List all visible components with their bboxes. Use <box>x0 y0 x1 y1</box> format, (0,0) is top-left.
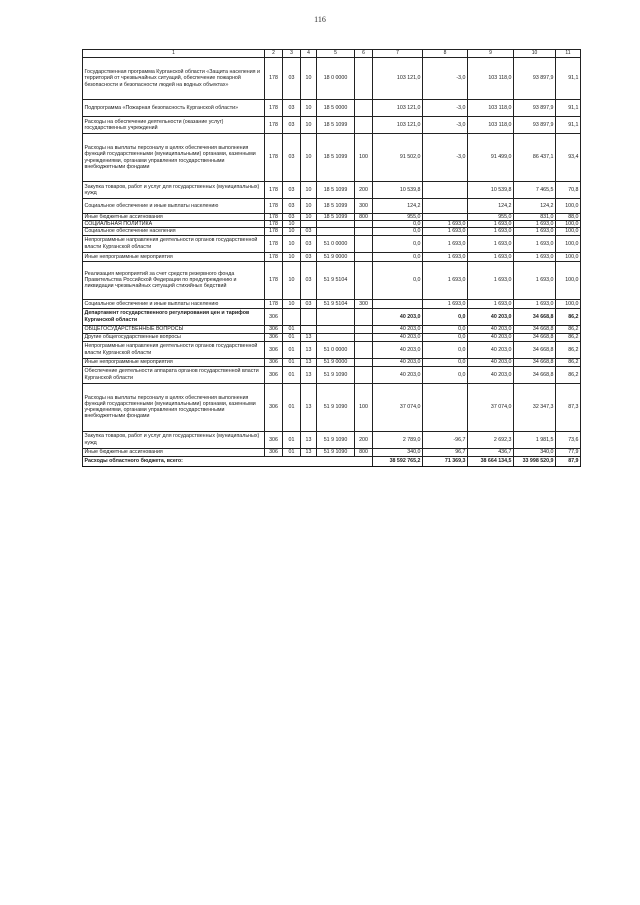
row-value-cell: 10 <box>301 199 317 214</box>
row-value-cell: 100,0 <box>556 228 581 235</box>
row-value-cell: 0,0 <box>423 341 468 358</box>
row-value-cell: -3,0 <box>423 117 468 134</box>
row-value-cell: 100,0 <box>556 221 581 228</box>
row-value-cell: 51 9 1090 <box>317 448 355 456</box>
row-value-cell: 51 0 0000 <box>317 235 355 252</box>
table-row <box>83 261 581 299</box>
row-value-cell: 100,0 <box>556 299 581 308</box>
row-value-cell: 340,0 <box>373 448 423 456</box>
row-value-cell: 03 <box>301 261 317 299</box>
row-value-cell: -96,7 <box>423 431 468 448</box>
row-value-cell: 18 5 1099 <box>317 182 355 199</box>
table-row <box>83 134 581 182</box>
table-row <box>83 221 581 228</box>
row-value-cell: 0,0 <box>373 261 423 299</box>
row-value-cell: 01 <box>283 366 301 383</box>
row-value-cell: 178 <box>265 100 283 117</box>
row-value-cell: 10 <box>301 100 317 117</box>
row-value-cell: 1 981,5 <box>514 431 556 448</box>
row-value-cell: 1 693,0 <box>468 228 514 235</box>
row-value-cell: 100,0 <box>556 199 581 214</box>
row-value-cell: 51 9 1090 <box>317 431 355 448</box>
total-value-cell: 71 369,3 <box>423 456 468 466</box>
row-value-cell: 40 203,0 <box>468 358 514 366</box>
row-value-cell: 93 897,9 <box>514 58 556 100</box>
row-value-cell: 178 <box>265 252 283 261</box>
row-name-cell: Закупка товаров, работ и услуг для государственных (муниципальных) нужд <box>83 182 265 199</box>
row-value-cell: 0,0 <box>423 358 468 366</box>
row-value-cell: 0,0 <box>423 333 468 341</box>
row-value-cell: 1 693,0 <box>514 221 556 228</box>
row-value-cell: 955,0 <box>373 214 423 221</box>
row-name-cell: Иные бюджетные ассигнования <box>83 214 265 221</box>
row-value-cell: 178 <box>265 299 283 308</box>
row-name-cell: Реализация мероприятий за счет средств резервного фонда Правительства Российской Федерации по предупреждению и ликвидации чрезвычайных ситуаций стихийных бедствий <box>83 261 265 299</box>
row-value-cell: 340,0 <box>514 448 556 456</box>
row-value-cell: 103 121,0 <box>373 100 423 117</box>
row-value-cell: 306 <box>265 308 283 325</box>
row-value-cell <box>355 228 373 235</box>
table-row <box>83 228 581 235</box>
row-value-cell <box>423 383 468 431</box>
row-value-cell: 51 9 0000 <box>317 358 355 366</box>
row-value-cell: 178 <box>265 261 283 299</box>
row-value-cell: 2 789,0 <box>373 431 423 448</box>
row-value-cell <box>317 308 355 325</box>
row-value-cell: 13 <box>301 341 317 358</box>
row-value-cell: 1 693,0 <box>423 261 468 299</box>
row-value-cell: 91,1 <box>556 117 581 134</box>
row-name-cell: Иные бюджетные ассигнования <box>83 448 265 456</box>
row-value-cell: 40 203,0 <box>468 333 514 341</box>
table-row <box>83 252 581 261</box>
row-value-cell: 13 <box>301 358 317 366</box>
row-value-cell: 13 <box>301 366 317 383</box>
row-value-cell: 103 121,0 <box>373 117 423 134</box>
row-name-cell: Подпрограмма «Пожарная безопасность Курганской области» <box>83 100 265 117</box>
row-value-cell <box>355 100 373 117</box>
row-value-cell: 306 <box>265 325 283 333</box>
row-name-cell: Иные непрограммные мероприятия <box>83 252 265 261</box>
row-value-cell: 91,1 <box>556 100 581 117</box>
row-value-cell: 34 668,8 <box>514 333 556 341</box>
row-value-cell: 10 539,8 <box>468 182 514 199</box>
row-value-cell: 100 <box>355 383 373 431</box>
row-value-cell: 13 <box>301 383 317 431</box>
row-value-cell: 03 <box>301 235 317 252</box>
row-value-cell: 34 668,8 <box>514 341 556 358</box>
row-value-cell: 87,3 <box>556 383 581 431</box>
row-name-cell: Социальное обеспечение и иные выплаты населению <box>83 199 265 214</box>
column-header: 8 <box>423 50 468 58</box>
row-value-cell: 103 118,0 <box>468 117 514 134</box>
row-value-cell: 86,2 <box>556 308 581 325</box>
row-value-cell: 178 <box>265 199 283 214</box>
row-value-cell <box>423 214 468 221</box>
row-value-cell: -3,0 <box>423 58 468 100</box>
row-value-cell: 03 <box>283 199 301 214</box>
row-value-cell: 10 <box>301 134 317 182</box>
row-value-cell: 306 <box>265 341 283 358</box>
row-value-cell: 86,2 <box>556 341 581 358</box>
row-value-cell: 18 5 1099 <box>317 199 355 214</box>
row-value-cell: 10 <box>283 261 301 299</box>
row-value-cell: 1 693,0 <box>423 228 468 235</box>
row-value-cell: 306 <box>265 383 283 431</box>
row-name-cell: Социальное обеспечение населения <box>83 228 265 235</box>
row-value-cell <box>355 358 373 366</box>
row-value-cell: 1 693,0 <box>468 252 514 261</box>
row-value-cell <box>355 252 373 261</box>
row-value-cell: 100,0 <box>556 252 581 261</box>
table-row <box>83 341 581 358</box>
row-value-cell: 1 693,0 <box>423 299 468 308</box>
row-value-cell: 86 437,1 <box>514 134 556 182</box>
row-value-cell <box>355 333 373 341</box>
row-value-cell: 03 <box>283 117 301 134</box>
row-value-cell: 03 <box>283 100 301 117</box>
row-value-cell <box>301 308 317 325</box>
row-value-cell: 10 <box>283 299 301 308</box>
total-value-cell: 33 998 520,9 <box>514 456 556 466</box>
table-row <box>83 358 581 366</box>
row-value-cell: 88,0 <box>556 214 581 221</box>
row-value-cell: 0,0 <box>423 308 468 325</box>
row-value-cell: 178 <box>265 182 283 199</box>
total-value-cell: 38 592 765,2 <box>373 456 423 466</box>
row-value-cell: 86,2 <box>556 366 581 383</box>
row-value-cell <box>355 325 373 333</box>
row-value-cell: 10 539,8 <box>373 182 423 199</box>
header-row <box>83 50 581 58</box>
row-value-cell <box>355 261 373 299</box>
row-value-cell: 01 <box>283 325 301 333</box>
table-row <box>83 431 581 448</box>
row-value-cell <box>355 341 373 358</box>
row-name-cell: СОЦИАЛЬНАЯ ПОЛИТИКА <box>83 221 265 228</box>
row-value-cell: 178 <box>265 117 283 134</box>
row-value-cell: 100 <box>355 134 373 182</box>
row-value-cell: 124,2 <box>514 199 556 214</box>
row-name-cell: Расходы на выплаты персоналу в целях обеспечения выполнения функций государственными (муниципальными) органами, казенными учреждениями, органами управления государственными внебюджетными фондами <box>83 383 265 431</box>
row-value-cell: 300 <box>355 199 373 214</box>
row-value-cell: 13 <box>301 333 317 341</box>
table-row <box>83 325 581 333</box>
row-value-cell: 1 693,0 <box>468 261 514 299</box>
total-row <box>83 456 581 466</box>
row-value-cell: 1 693,0 <box>514 261 556 299</box>
row-name-cell: Обеспечение деятельности аппарата органов государственной власти Курганской области <box>83 366 265 383</box>
column-header: 4 <box>301 50 317 58</box>
row-value-cell: 103 118,0 <box>468 100 514 117</box>
row-value-cell: 1 693,0 <box>468 235 514 252</box>
row-value-cell <box>317 228 355 235</box>
row-value-cell: 306 <box>265 448 283 456</box>
row-value-cell: 01 <box>283 333 301 341</box>
row-value-cell <box>355 235 373 252</box>
row-value-cell: 03 <box>283 182 301 199</box>
column-header: 6 <box>355 50 373 58</box>
row-value-cell: 200 <box>355 431 373 448</box>
row-value-cell: 34 668,8 <box>514 308 556 325</box>
column-header: 9 <box>468 50 514 58</box>
row-value-cell: 51 9 0000 <box>317 252 355 261</box>
row-value-cell: 1 693,0 <box>514 299 556 308</box>
row-value-cell: 93,4 <box>556 134 581 182</box>
row-value-cell: 34 668,8 <box>514 358 556 366</box>
row-value-cell: 178 <box>265 221 283 228</box>
row-value-cell: 7 465,5 <box>514 182 556 199</box>
row-value-cell: 1 693,0 <box>423 252 468 261</box>
row-value-cell: 10 <box>301 214 317 221</box>
row-value-cell: 93 897,9 <box>514 100 556 117</box>
row-value-cell: 18 0 0000 <box>317 58 355 100</box>
row-value-cell: 10 <box>301 117 317 134</box>
row-value-cell: 37 074,0 <box>468 383 514 431</box>
row-value-cell: 18 5 1099 <box>317 117 355 134</box>
row-value-cell <box>301 325 317 333</box>
row-value-cell: 73,6 <box>556 431 581 448</box>
row-value-cell: 0,0 <box>373 235 423 252</box>
row-value-cell: 40 203,0 <box>468 325 514 333</box>
row-value-cell: 1 693,0 <box>514 228 556 235</box>
row-value-cell: 91 499,0 <box>468 134 514 182</box>
row-value-cell <box>355 221 373 228</box>
row-value-cell: 10 <box>283 235 301 252</box>
row-value-cell: 40 203,0 <box>373 333 423 341</box>
row-value-cell: 03 <box>301 228 317 235</box>
row-value-cell: 300 <box>355 299 373 308</box>
row-value-cell <box>317 325 355 333</box>
row-value-cell: 03 <box>301 252 317 261</box>
row-value-cell: 436,7 <box>468 448 514 456</box>
row-value-cell: 1 693,0 <box>423 235 468 252</box>
row-value-cell: 40 203,0 <box>468 366 514 383</box>
row-value-cell <box>301 221 317 228</box>
row-value-cell: 96,7 <box>423 448 468 456</box>
row-value-cell <box>355 308 373 325</box>
row-value-cell: 0,0 <box>423 325 468 333</box>
row-value-cell: 178 <box>265 214 283 221</box>
row-name-cell: ОБЩЕГОСУДАРСТВЕННЫЕ ВОПРОСЫ <box>83 325 265 333</box>
column-header: 1 <box>83 50 265 58</box>
row-name-cell: Расходы на выплаты персоналу в целях обеспечения выполнения функций государственными (муниципальными) органами, казенными учреждениями, органами управления государственными внебюджетными фондами <box>83 134 265 182</box>
row-value-cell: 10 <box>283 221 301 228</box>
row-value-cell: 13 <box>301 431 317 448</box>
row-value-cell: 10 <box>283 252 301 261</box>
row-value-cell: 40 203,0 <box>373 308 423 325</box>
table-row <box>83 366 581 383</box>
row-value-cell <box>355 117 373 134</box>
row-value-cell: 1 693,0 <box>423 221 468 228</box>
row-name-cell: Социальное обеспечение и иные выплаты населению <box>83 299 265 308</box>
row-value-cell: 100,0 <box>556 235 581 252</box>
row-value-cell: 86,2 <box>556 325 581 333</box>
row-value-cell <box>423 182 468 199</box>
row-value-cell: 18 5 0000 <box>317 100 355 117</box>
row-value-cell: 40 203,0 <box>373 341 423 358</box>
row-value-cell: 01 <box>283 448 301 456</box>
row-value-cell: 10 <box>301 182 317 199</box>
row-value-cell: 103 118,0 <box>468 58 514 100</box>
row-value-cell: 77,9 <box>556 448 581 456</box>
row-value-cell <box>355 58 373 100</box>
row-value-cell: 01 <box>283 383 301 431</box>
total-label: Расходы областного бюджета, всего: <box>83 456 373 466</box>
budget-table <box>82 49 581 467</box>
row-value-cell: 37 074,0 <box>373 383 423 431</box>
row-value-cell: 40 203,0 <box>373 358 423 366</box>
row-value-cell: 306 <box>265 366 283 383</box>
row-value-cell: 0,0 <box>373 228 423 235</box>
row-value-cell: 03 <box>301 299 317 308</box>
row-name-cell: Департамент государственного регулирования цен и тарифов Курганской области <box>83 308 265 325</box>
row-value-cell: 32 347,3 <box>514 383 556 431</box>
row-value-cell: 40 203,0 <box>373 325 423 333</box>
row-value-cell: 93 897,9 <box>514 117 556 134</box>
row-value-cell: 03 <box>283 58 301 100</box>
row-value-cell <box>283 308 301 325</box>
row-value-cell: 178 <box>265 58 283 100</box>
row-value-cell: 03 <box>283 214 301 221</box>
row-value-cell: 51 9 1090 <box>317 366 355 383</box>
row-value-cell: 200 <box>355 182 373 199</box>
table-row <box>83 100 581 117</box>
row-value-cell: 1 693,0 <box>514 235 556 252</box>
table-header <box>83 50 581 58</box>
table-row <box>83 235 581 252</box>
row-value-cell: 124,2 <box>373 199 423 214</box>
row-name-cell: Расходы на обеспечение деятельности (оказание услуг) государственных учреждений <box>83 117 265 134</box>
table-row <box>83 199 581 214</box>
row-value-cell: 51 9 5104 <box>317 299 355 308</box>
column-header: 11 <box>556 50 581 58</box>
row-name-cell: Непрограммные направления деятельности органов государственной власти Курганской области <box>83 235 265 252</box>
row-value-cell: 10 <box>301 58 317 100</box>
table-row <box>83 333 581 341</box>
row-value-cell: 01 <box>283 341 301 358</box>
row-value-cell: 178 <box>265 235 283 252</box>
row-value-cell: 86,2 <box>556 358 581 366</box>
row-value-cell: 1 693,0 <box>514 252 556 261</box>
total-value-cell: 38 664 134,5 <box>468 456 514 466</box>
row-value-cell <box>317 221 355 228</box>
row-value-cell: 800 <box>355 214 373 221</box>
table-row <box>83 58 581 100</box>
row-value-cell: 800 <box>355 448 373 456</box>
row-value-cell: 0,0 <box>373 221 423 228</box>
row-value-cell: -3,0 <box>423 134 468 182</box>
row-value-cell: 91,1 <box>556 58 581 100</box>
row-name-cell: Иные непрограммные мероприятия <box>83 358 265 366</box>
row-value-cell: 01 <box>283 431 301 448</box>
row-value-cell: 1 693,0 <box>468 221 514 228</box>
row-name-cell: Непрограммные направления деятельности органов государственной власти Курганской области <box>83 341 265 358</box>
page-number: 116 <box>314 15 326 24</box>
row-name-cell: Другие общегосударственные вопросы <box>83 333 265 341</box>
row-value-cell: 40 203,0 <box>373 366 423 383</box>
row-value-cell: 0,0 <box>423 366 468 383</box>
row-name-cell: Государственная программа Курганской области «Защита населения и территорий от чрезвычайных ситуаций, обеспечение пожарной безопасности и безопасности людей на водных объектах» <box>83 58 265 100</box>
row-value-cell: 18 5 1099 <box>317 134 355 182</box>
table-row <box>83 299 581 308</box>
row-value-cell: 86,2 <box>556 333 581 341</box>
table-row <box>83 448 581 456</box>
table-row <box>83 308 581 325</box>
row-value-cell: 306 <box>265 333 283 341</box>
column-header: 3 <box>283 50 301 58</box>
row-value-cell: 18 5 1099 <box>317 214 355 221</box>
row-value-cell: 51 9 1090 <box>317 383 355 431</box>
column-header: 5 <box>317 50 355 58</box>
row-value-cell: 03 <box>283 134 301 182</box>
total-value-cell: 87,9 <box>556 456 581 466</box>
table-body <box>83 58 581 467</box>
row-value-cell: 306 <box>265 431 283 448</box>
row-value-cell: 91 502,0 <box>373 134 423 182</box>
row-value-cell: 34 668,8 <box>514 366 556 383</box>
row-value-cell: 103 121,0 <box>373 58 423 100</box>
row-value-cell: 40 203,0 <box>468 341 514 358</box>
row-value-cell: 306 <box>265 358 283 366</box>
row-value-cell <box>355 366 373 383</box>
column-header: 10 <box>514 50 556 58</box>
row-value-cell: 10 <box>283 228 301 235</box>
row-value-cell: -3,0 <box>423 100 468 117</box>
row-value-cell: 178 <box>265 134 283 182</box>
row-name-cell: Закупка товаров, работ и услуг для государственных (муниципальных) нужд <box>83 431 265 448</box>
row-value-cell: 955,0 <box>468 214 514 221</box>
row-value-cell: 13 <box>301 448 317 456</box>
row-value-cell <box>373 299 423 308</box>
column-header: 2 <box>265 50 283 58</box>
row-value-cell: 40 203,0 <box>468 308 514 325</box>
row-value-cell: 51 0 0000 <box>317 341 355 358</box>
row-value-cell: 51 9 5104 <box>317 261 355 299</box>
row-value-cell: 100,0 <box>556 261 581 299</box>
row-value-cell: 01 <box>283 358 301 366</box>
row-value-cell: 2 692,3 <box>468 431 514 448</box>
row-value-cell: 34 668,8 <box>514 325 556 333</box>
column-header: 7 <box>373 50 423 58</box>
row-value-cell: 124,2 <box>468 199 514 214</box>
row-value-cell: 1 693,0 <box>468 299 514 308</box>
row-value-cell <box>317 333 355 341</box>
table-row <box>83 214 581 221</box>
row-value-cell: 831,0 <box>514 214 556 221</box>
table-row <box>83 182 581 199</box>
row-value-cell: 0,0 <box>373 252 423 261</box>
row-value-cell: 178 <box>265 228 283 235</box>
table-row <box>83 117 581 134</box>
row-value-cell <box>423 199 468 214</box>
row-value-cell: 70,8 <box>556 182 581 199</box>
table-row <box>83 383 581 431</box>
